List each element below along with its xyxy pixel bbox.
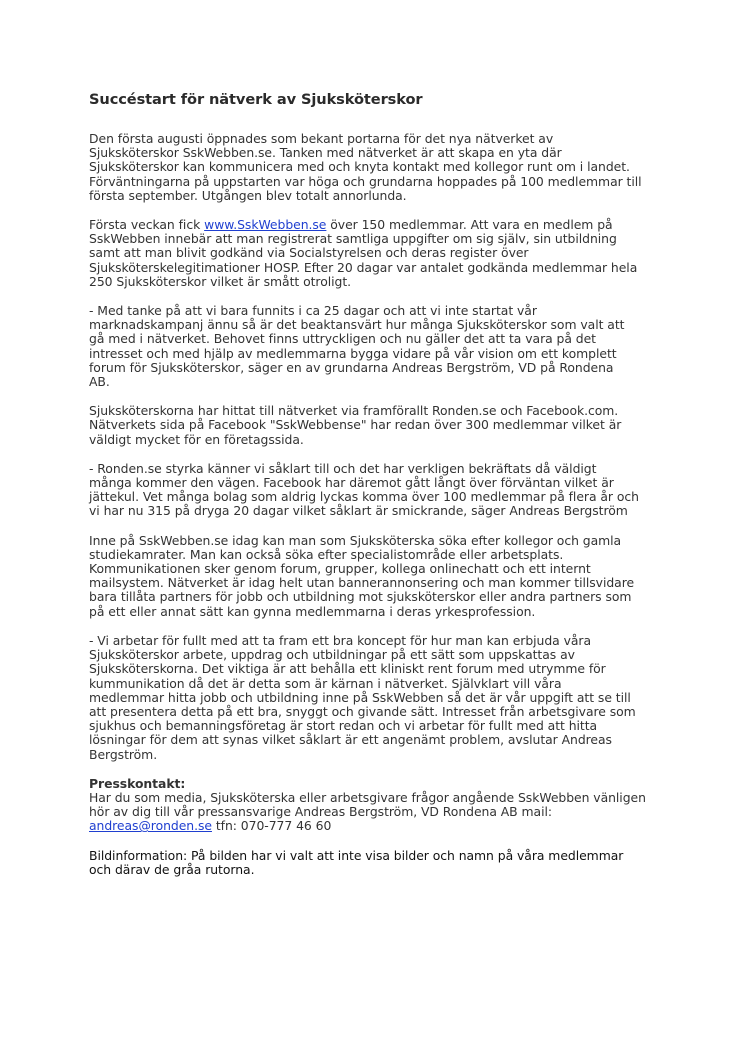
sskwebben-link[interactable]: www.SskWebben.se [204, 217, 327, 233]
press-contact [89, 777, 669, 834]
facebook-paragraph: Sjuksköterskorna har hittat till nätverket via framförallt Ronden.se och Facebook.com. Nätverkets sida på Facebook "SskWebbense" har redan över 300 medlemmar vilket är väldigt mycket för en företagssida. [89, 403, 622, 447]
features-paragraph: Inne på SskWebben.se idag kan man som Sjuksköterska söka efter kollegor och gamla studiekamrater. Man kan också söka efter specialistområde eller arbetsplats. Kommunikationen sker genom forum, grupper, kollega onlinechatt och ett internt mailsystem. Nätverket är idag helt utan bannerannonsering och man kommer tillsvidare bara tillåta partners för jobb och utbildning mot sjuksköterskor eller andra partners som på ett eller annat sätt kan gynna medlemmarna i deras yrkesprofession. [89, 532, 635, 619]
press-contact-text: Har du som media, Sjuksköterska eller arbetsgivare frågor angående SskWebben vänligen hör av dig till vår pressansvarige Andreas Bergström, VD Rondena AB mail: [89, 789, 646, 820]
first-week-text-start: Första veckan fick [89, 217, 205, 233]
first-week-text-end: över 150 medlemmar. Att vara en medlem på SskWebben innebär att man registrerat samtliga uppgifter om sig själv, sin utbildning samt att man blivit godkänd via Socialstyrelsen och deras register över Sjuksköterskelegitimationer HOSP. Efter 20 dagar var antalet godkända medlemmar hela 250 Sjuksköterskor vilket är smått otroligt. [89, 217, 638, 289]
press-contact-label: Presskontakt: [89, 775, 186, 791]
quote-paragraph-1: - Med tanke på att vi bara funnits i ca 25 dagar och att vi inte startat vår marknadskampanj ännu så är det beaktansvärt hur många Sjuksköterskor som valt att gå med i nätverket. Behovet finns uttryckligen och nu gäller det att ta vara på det intresset och med hjälp av medlemmarna bygga vidare på vår vision om ett komplett forum för Sjuksköterskor, säger en av grundarna Andreas Bergström, VD på Rondena AB. [89, 303, 625, 390]
page-title: Succéstart för nätverk av Sjuksköterskor [89, 91, 423, 108]
document-page [89, 90, 669, 892]
phone-number: tfn: 070-777 46 60 [211, 818, 332, 834]
intro-paragraph: Den första augusti öppnades som bekant portarna för det nya nätverket av Sjuksköterskor SskWebben.se. Tanken med nätverket är att skapa en yta där Sjuksköterskor kan kommunicera med och knyta kontakt med kollegor runt om i landet. Förväntningarna på uppstarten var höga och grundarna hoppades på 100 medlemmar till första september. Utgången blev totalt annorlunda. [89, 131, 642, 203]
email-link[interactable]: andreas@ronden.se [89, 818, 212, 834]
image-information: Bildinformation: På bilden har vi valt att inte visa bilder och namn på våra medlemmar och därav de gråa rutorna. [89, 847, 624, 877]
quote-paragraph-3: - Vi arbetar för fullt med att ta fram ett bra koncept för hur man kan erbjuda våra Sjuksköterskor arbete, uppdrag och utbildningar på ett sätt som uppskattas av Sjuksköterskorna. Det viktiga är att behålla ett kliniskt rent forum med utrymme för kummunikation då det är detta som är kärnan i nätverket. Självklart vill våra medlemmar hitta jobb och utbildning inne på SskWebben så det är vår uppgift att se till att presentera detta på ett bra, snyggt och givande sätt. Intresset från arbetsgivare som sjukhus och bemanningsföretag är stort redan och vi arbetar för fullt med att hitta lösningar för dem att synas vilket såklart är ett angenämt problem, avslutar Andreas Bergström. [89, 632, 636, 762]
first-week-paragraph [89, 218, 669, 289]
quote-paragraph-2: - Ronden.se styrka känner vi såklart till och det har verkligen bekräftats då väldigt många kommer den vägen. Facebook har däremot gått långt över förväntan vilket är jättekul. Vet många bolag som aldrig lyckas komma över 100 medlemmar på flera år och vi har nu 315 på dryga 20 dagar vilket såklart är smickrande, säger Andreas Bergström [89, 460, 639, 519]
